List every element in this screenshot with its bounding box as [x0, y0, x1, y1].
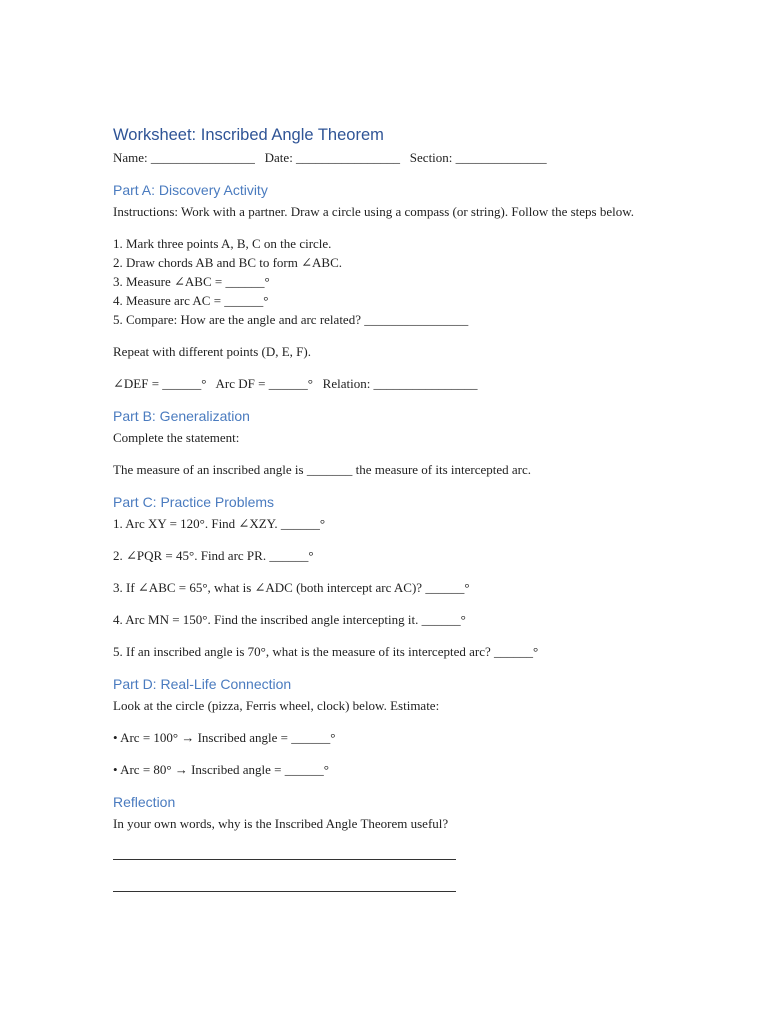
step-1: 1. Mark three points A, B, C on the circle. [113, 236, 332, 251]
part-d-item-2: • Arc = 80° → Inscribed angle = ______° [113, 762, 329, 777]
part-a-def-line: ∠DEF = ______° Arc DF = ______° Relation: ________________ [113, 376, 478, 391]
part-c-heading: Part C: Practice Problems [113, 494, 275, 510]
part-a-instructions: Instructions: Work with a partner. Draw a circle using a compass (or string). Follow the steps below. [113, 204, 635, 219]
problem-3: 3. If ∠ABC = 65°, what is ∠ADC (both intercept arc AC)? ______° [113, 580, 470, 595]
answer-line-1 [113, 859, 456, 860]
part-b-heading: Part B: Generalization [113, 408, 250, 424]
part-a-repeat: Repeat with different points (D, E, F). [113, 344, 311, 359]
part-a-steps [113, 234, 653, 329]
reflection-heading: Reflection [113, 794, 176, 810]
name-date-section-line: Name: ________________ Date: ________________ Section: ______________ [113, 150, 547, 165]
step-2: 2. Draw chords AB and BC to form ∠ABC. [113, 255, 342, 270]
part-d-prompt: Look at the circle (pizza, Ferris wheel, clock) below. Estimate: [113, 698, 440, 713]
step-3: 3. Measure ∠ABC = ______° [113, 274, 270, 289]
step-5: 5. Compare: How are the angle and arc related? ________________ [113, 312, 469, 327]
step-4: 4. Measure arc AC = ______° [113, 293, 269, 308]
problem-2: 2. ∠PQR = 45°. Find arc PR. ______° [113, 548, 314, 563]
problem-4: 4. Arc MN = 150°. Find the inscribed angle intercepting it. ______° [113, 612, 466, 627]
worksheet-content [113, 124, 653, 892]
problem-5: 5. If an inscribed angle is 70°, what is the measure of its intercepted arc? ______° [113, 644, 539, 659]
reflection-prompt: In your own words, why is the Inscribed Angle Theorem useful? [113, 816, 449, 831]
problem-1: 1. Arc XY = 120°. Find ∠XZY. ______° [113, 516, 326, 531]
part-d-item-1: • Arc = 100° → Inscribed angle = ______° [113, 730, 336, 745]
part-b-statement: The measure of an inscribed angle is _______ the measure of its intercepted arc. [113, 462, 532, 477]
answer-line-2 [113, 891, 456, 892]
part-b-prompt: Complete the statement: [113, 430, 240, 445]
part-a-heading: Part A: Discovery Activity [113, 182, 268, 198]
part-d-heading: Part D: Real-Life Connection [113, 676, 292, 692]
worksheet-title: Worksheet: Inscribed Angle Theorem [113, 126, 384, 144]
